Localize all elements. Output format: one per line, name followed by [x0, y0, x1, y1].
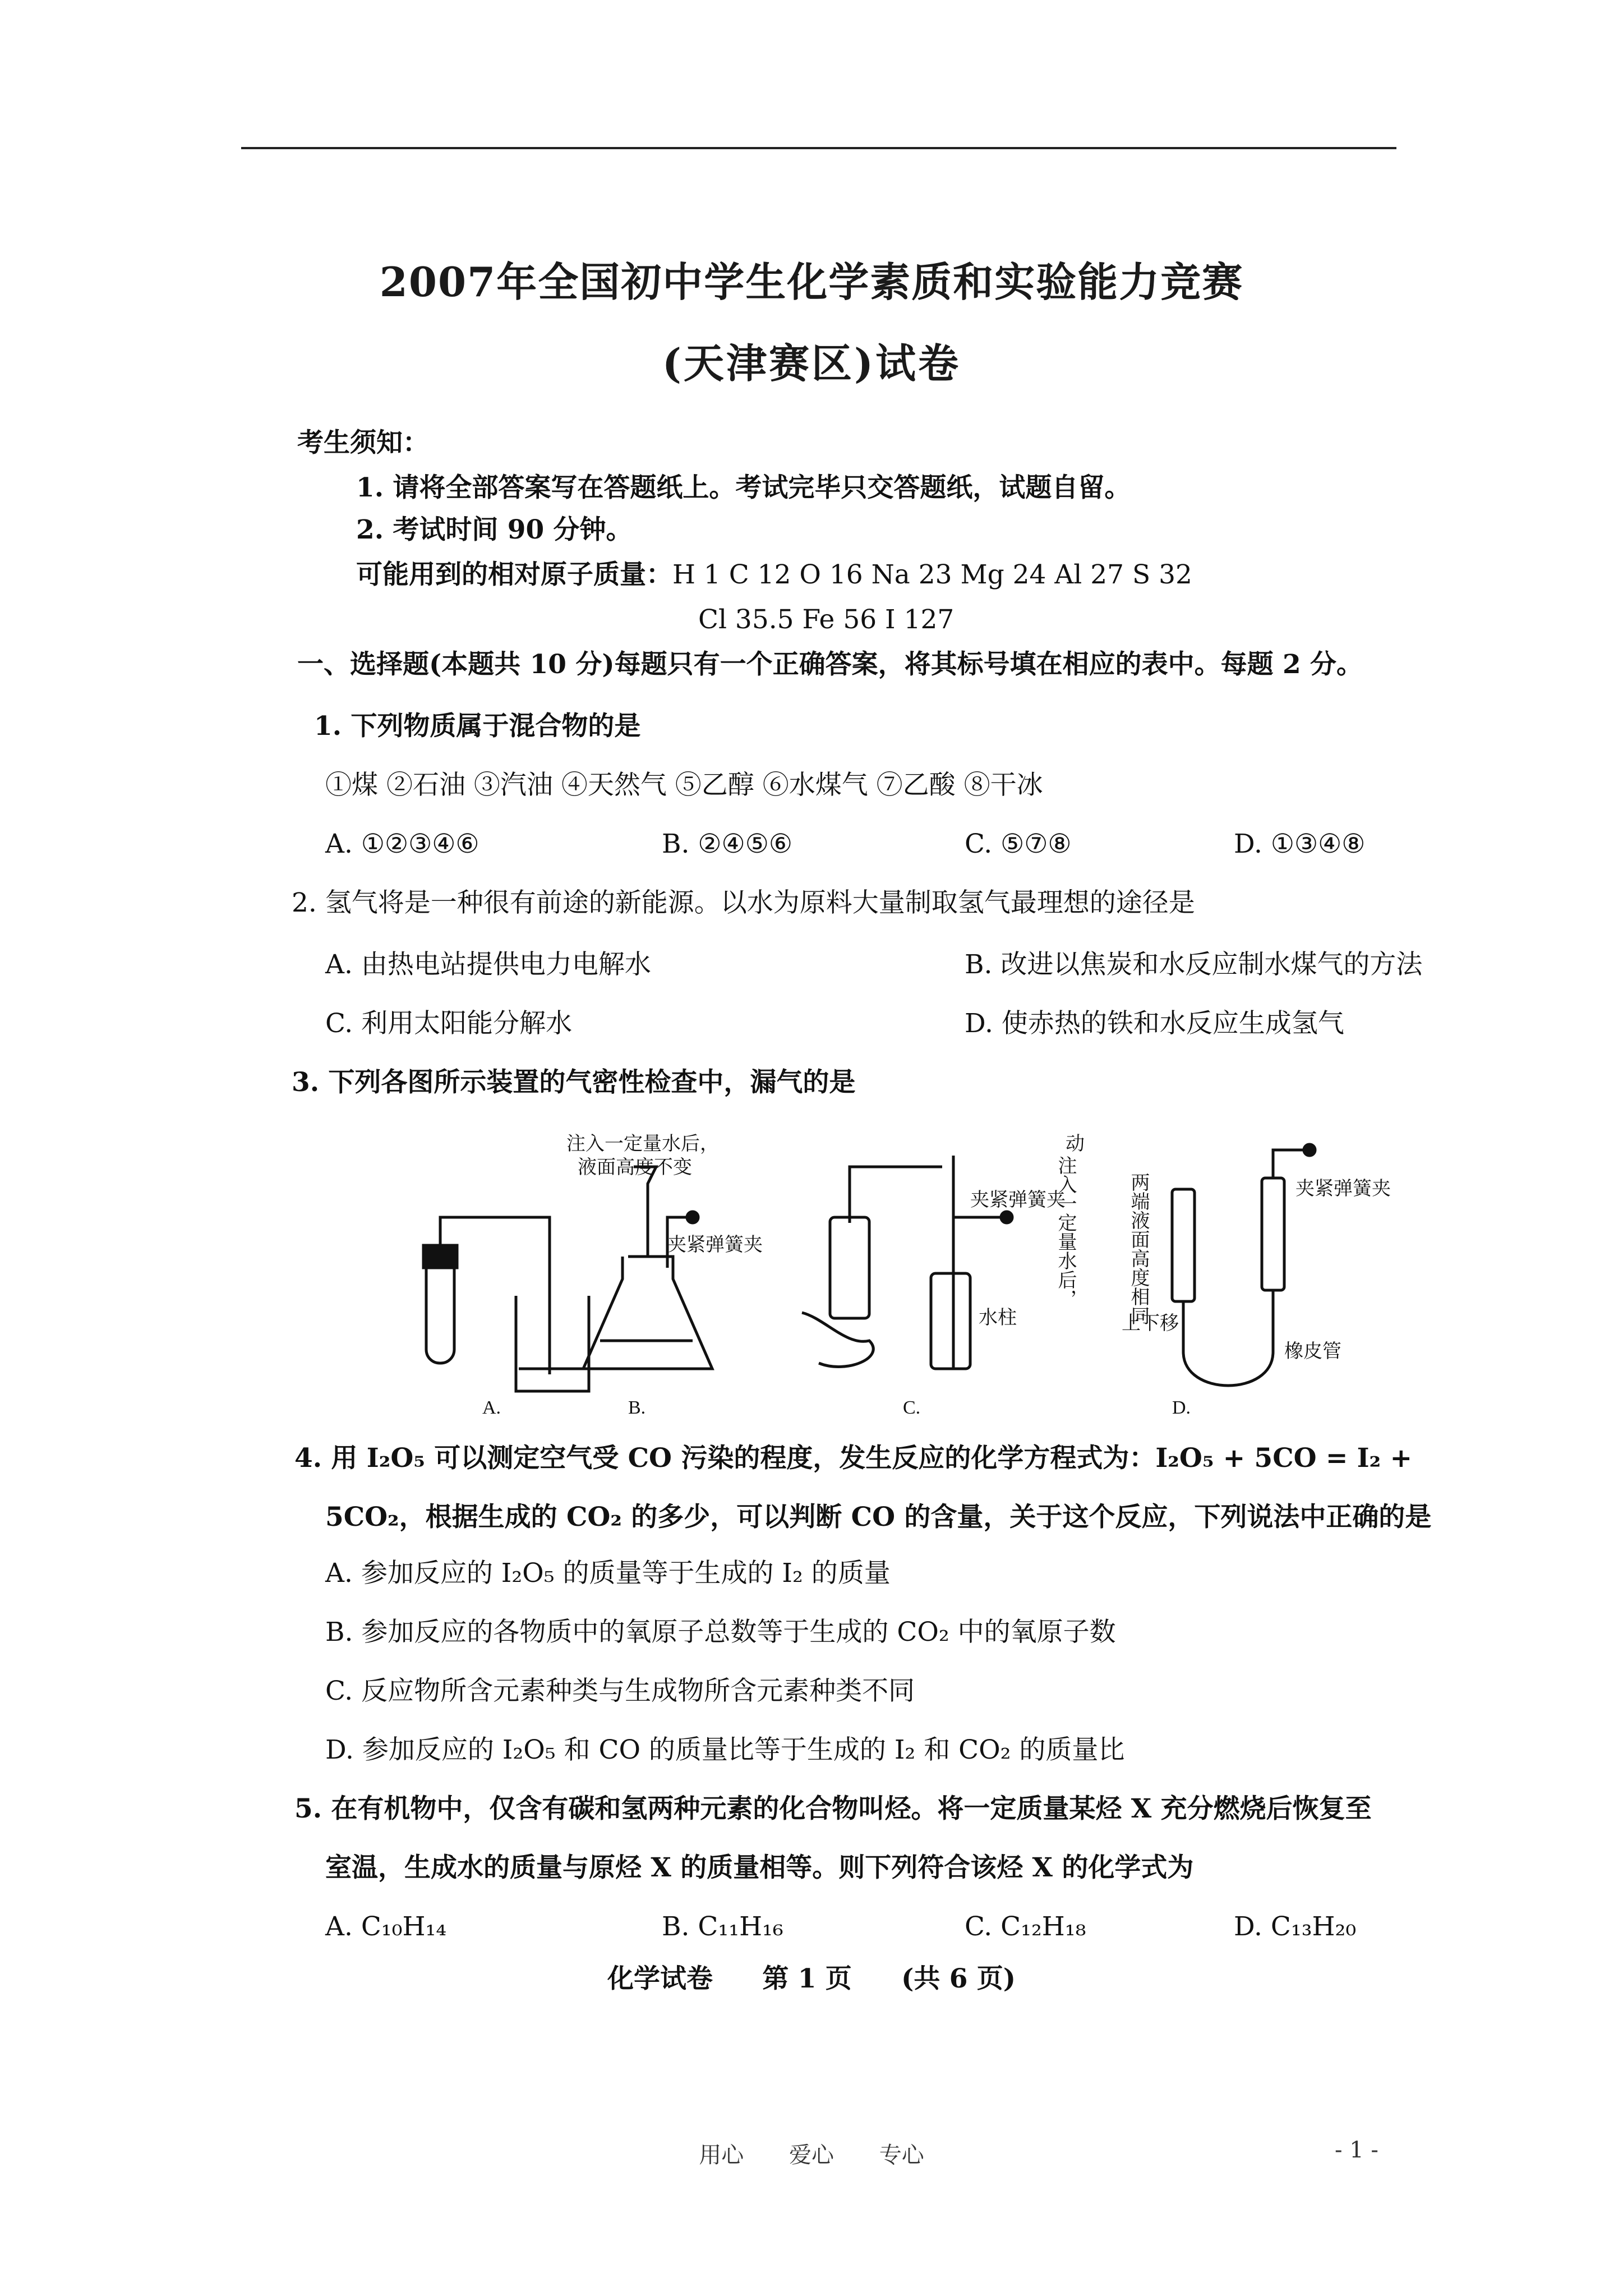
page-footer — [0, 1958, 1623, 1995]
slogan-word-1: 用心 — [699, 2142, 744, 2168]
fig-d-tube: 橡皮管 — [1284, 1340, 1341, 1363]
q1-stem: 1. 下列物质属于混合物的是 — [314, 711, 641, 742]
q5-option-d: D. C₁₃H₂₀ — [1234, 1911, 1357, 1942]
slogan-word-2: 爱心 — [789, 2142, 834, 2168]
atomic-mass-line-2: Cl 35.5 Fe 56 I 127 — [698, 604, 955, 635]
q3-stem: 3. 下列各图所示装置的气密性检查中，漏气的是 — [292, 1067, 856, 1098]
q5-stem-line-2: 室温，生成水的质量与原烃 X 的质量相等。则下列符合该烃 X 的化学式为 — [325, 1852, 1194, 1883]
apparatus-a — [423, 1217, 589, 1391]
footer-subject: 化学试卷 — [607, 1963, 713, 1994]
section-1-heading: 一、选择题(本题共 10 分)每题只有一个正确答案，将其标号填在相应的表中。每题 2 分。 — [297, 649, 1363, 680]
q5-option-a: A. C₁₀H₁₄ — [325, 1911, 447, 1942]
q4-option-b: B. 参加反应的各物质中的氧原子总数等于生成的 CO₂ 中的氧原子数 — [325, 1617, 1116, 1648]
fig-d-move: 动 — [1066, 1133, 1085, 1155]
fig-d-clip: 夹紧弹簧夹 — [1295, 1177, 1391, 1200]
fig-c-clip: 夹紧弹簧夹 — [970, 1189, 1066, 1211]
bottom-slogan — [0, 2137, 1623, 2169]
atomic-mass-line-1 — [356, 558, 1192, 592]
fig-b-clip: 夹紧弹簧夹 — [667, 1234, 763, 1256]
fig-d-note-left-2: 上下移 — [1122, 1312, 1179, 1335]
q2-option-c: C. 利用太阳能分解水 — [325, 1008, 573, 1039]
q2-option-d: D. 使赤热的铁和水反应生成氢气 — [965, 1008, 1344, 1039]
footer-total: (共 6 页) — [901, 1963, 1016, 1994]
q4-stem-line-1: 4. 用 I₂O₅ 可以测定空气受 CO 污染的程度，发生反应的化学方程式为：I₂O₅ + 5CO = I₂ + — [294, 1443, 1413, 1474]
exam-subtitle: (天津赛区)试卷 — [662, 339, 961, 387]
top-rule — [241, 147, 1396, 149]
q1-option-b: B. ②④⑤⑥ — [662, 829, 792, 859]
q1-option-c: C. ⑤⑦⑧ — [965, 829, 1072, 859]
q5-stem-line-1: 5. 在有机物中，仅含有碳和氢两种元素的化合物叫烃。将一定质量某烃 X 充分燃烧后恢复至 — [294, 1793, 1372, 1824]
q1-items: ①煤 ②石油 ③汽油 ④天然气 ⑤乙醇 ⑥水煤气 ⑦乙酸 ⑧干冰 — [325, 770, 1043, 800]
fig-b-note-1: 注入一定量水后， — [566, 1133, 719, 1155]
atomic-mass-label: 可能用到的相对原子质量： — [356, 559, 672, 590]
instruction-item-1: 1. 请将全部答案写在答题纸上。考试完毕只交答题纸，试题自留。 — [356, 472, 1131, 503]
instructions-heading: 考生须知： — [297, 427, 429, 458]
q1-option-d: D. ①③④⑧ — [1234, 829, 1366, 859]
footer-page: 第 1 页 — [762, 1963, 852, 1994]
apparatus-b — [583, 1167, 712, 1369]
page-number: - 1 - — [1335, 2137, 1378, 2163]
q3-apparatus-figure — [297, 1133, 1430, 1425]
fig-b-note-2: 液面高度不变 — [578, 1156, 692, 1179]
q4-option-c: C. 反应物所含元素种类与生成物所含元素种类不同 — [325, 1676, 915, 1706]
q2-option-b: B. 改进以焦炭和水反应制水煤气的方法 — [965, 949, 1423, 980]
apparatus-svg — [297, 1133, 1430, 1425]
apparatus-c — [802, 1156, 1012, 1369]
fig-label-c: C. — [903, 1397, 921, 1418]
q4-option-d: D. 参加反应的 I₂O₅ 和 CO 的质量比等于生成的 I₂ 和 CO₂ 的质量比 — [325, 1734, 1125, 1765]
fig-label-d: D. — [1172, 1397, 1191, 1418]
atomic-mass-values-1: H 1 C 12 O 16 Na 23 Mg 24 Al 27 S 32 — [672, 559, 1192, 590]
fig-label-b: B. — [628, 1397, 646, 1418]
q2-option-a: A. 由热电站提供电力电解水 — [325, 949, 651, 980]
q5-option-c: C. C₁₂H₁₈ — [965, 1911, 1086, 1942]
q5-option-b: B. C₁₁H₁₆ — [662, 1911, 783, 1942]
slogan-word-3: 专心 — [879, 2142, 924, 2168]
exam-title: 2007年全国初中学生化学素质和实验能力竞赛 — [379, 258, 1244, 306]
q1-option-a: A. ①②③④⑥ — [325, 829, 479, 859]
q4-option-a: A. 参加反应的 I₂O₅ 的质量等于生成的 I₂ 的质量 — [325, 1558, 891, 1589]
fig-c-water: 水柱 — [979, 1306, 1017, 1329]
fig-d-note-left-1: 注入一定量水后， — [1054, 1156, 1077, 1308]
fig-d-note-right: 两端液面高度相同 — [1127, 1172, 1150, 1325]
q2-stem: 2. 氢气将是一种很有前途的新能源。以水为原料大量制取氢气最理想的途径是 — [292, 887, 1195, 918]
instruction-item-2: 2. 考试时间 90 分钟。 — [356, 514, 633, 545]
q4-stem-line-2: 5CO₂，根据生成的 CO₂ 的多少，可以判断 CO 的含量，关于这个反应，下列说法中正确的是 — [325, 1502, 1432, 1533]
fig-label-a: A. — [482, 1397, 501, 1418]
